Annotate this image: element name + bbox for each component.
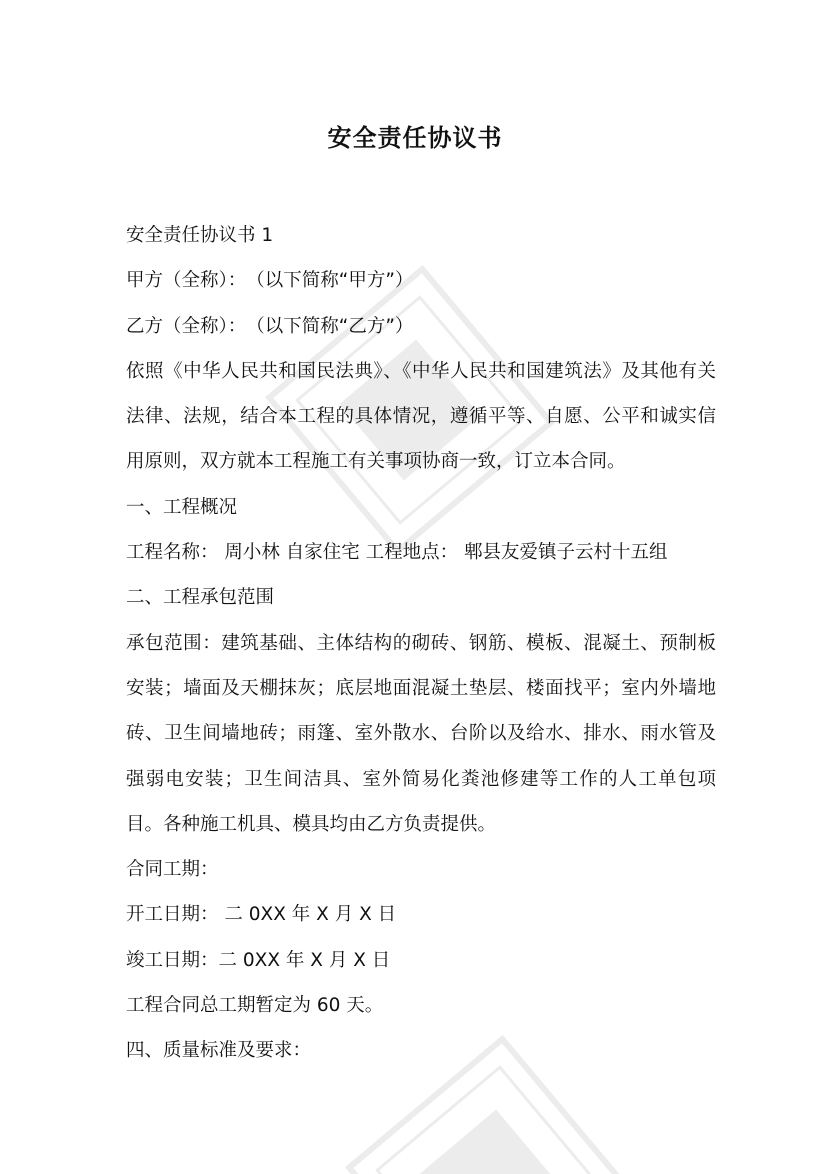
total-duration-line: 工程合同总工期暂定为 60 天。 bbox=[126, 995, 384, 1017]
section-heading-quality-standards: 四、质量标准及要求： bbox=[126, 1040, 312, 1062]
start-date-line: 开工日期： 二 0XX 年 X 月 X 日 bbox=[126, 904, 397, 926]
contract-period-label: 合同工期： bbox=[126, 859, 219, 881]
section-heading-contract-scope: 二、工程承包范围 bbox=[126, 587, 275, 609]
section-heading-project-overview: 一、工程概况 bbox=[126, 496, 238, 518]
contract-scope-paragraph: 承包范围：建筑基础、主体结构的砌砖、钢筋、模板、混凝土、预制板安装；墙面及天棚抹灰；底层地面混凝土垫层、楼面找平；室内外墙地砖、卫生间墙地砖；雨篷、室外散水、台阶以及给水、排水、雨水管及强弱电安装；卫生间洁具、室外简易化粪池修建等工作的人工单包项目。各种施工机具、模具均由乙方负责提供。 bbox=[126, 632, 716, 835]
document-body bbox=[126, 213, 716, 1074]
project-name-location-line: 工程名称： 周小林 自家住宅 工程地点： 郫县友爱镇子云村十五组 bbox=[126, 542, 668, 564]
legal-basis-paragraph: 依照《中华人民共和国民法典》、《中华人民共和国建筑法》及其他有关法律、法规，结合本工程的具体情况，遵循平等、自愿、公平和诚实信用原则，双方就本工程施工有关事项协商一致，订立本合同。 bbox=[126, 360, 716, 473]
document-title: 安全责任协议书 bbox=[327, 124, 503, 152]
party-b-line: 乙方（全称）： （以下简称“乙方”） bbox=[126, 315, 414, 337]
party-a-line: 甲方（全称）： （以下简称“甲方”） bbox=[126, 270, 414, 292]
agreement-subtitle: 安全责任协议书 1 bbox=[126, 225, 274, 246]
completion-date-line: 竣工日期：二 0XX 年 X 月 X 日 bbox=[126, 949, 391, 971]
